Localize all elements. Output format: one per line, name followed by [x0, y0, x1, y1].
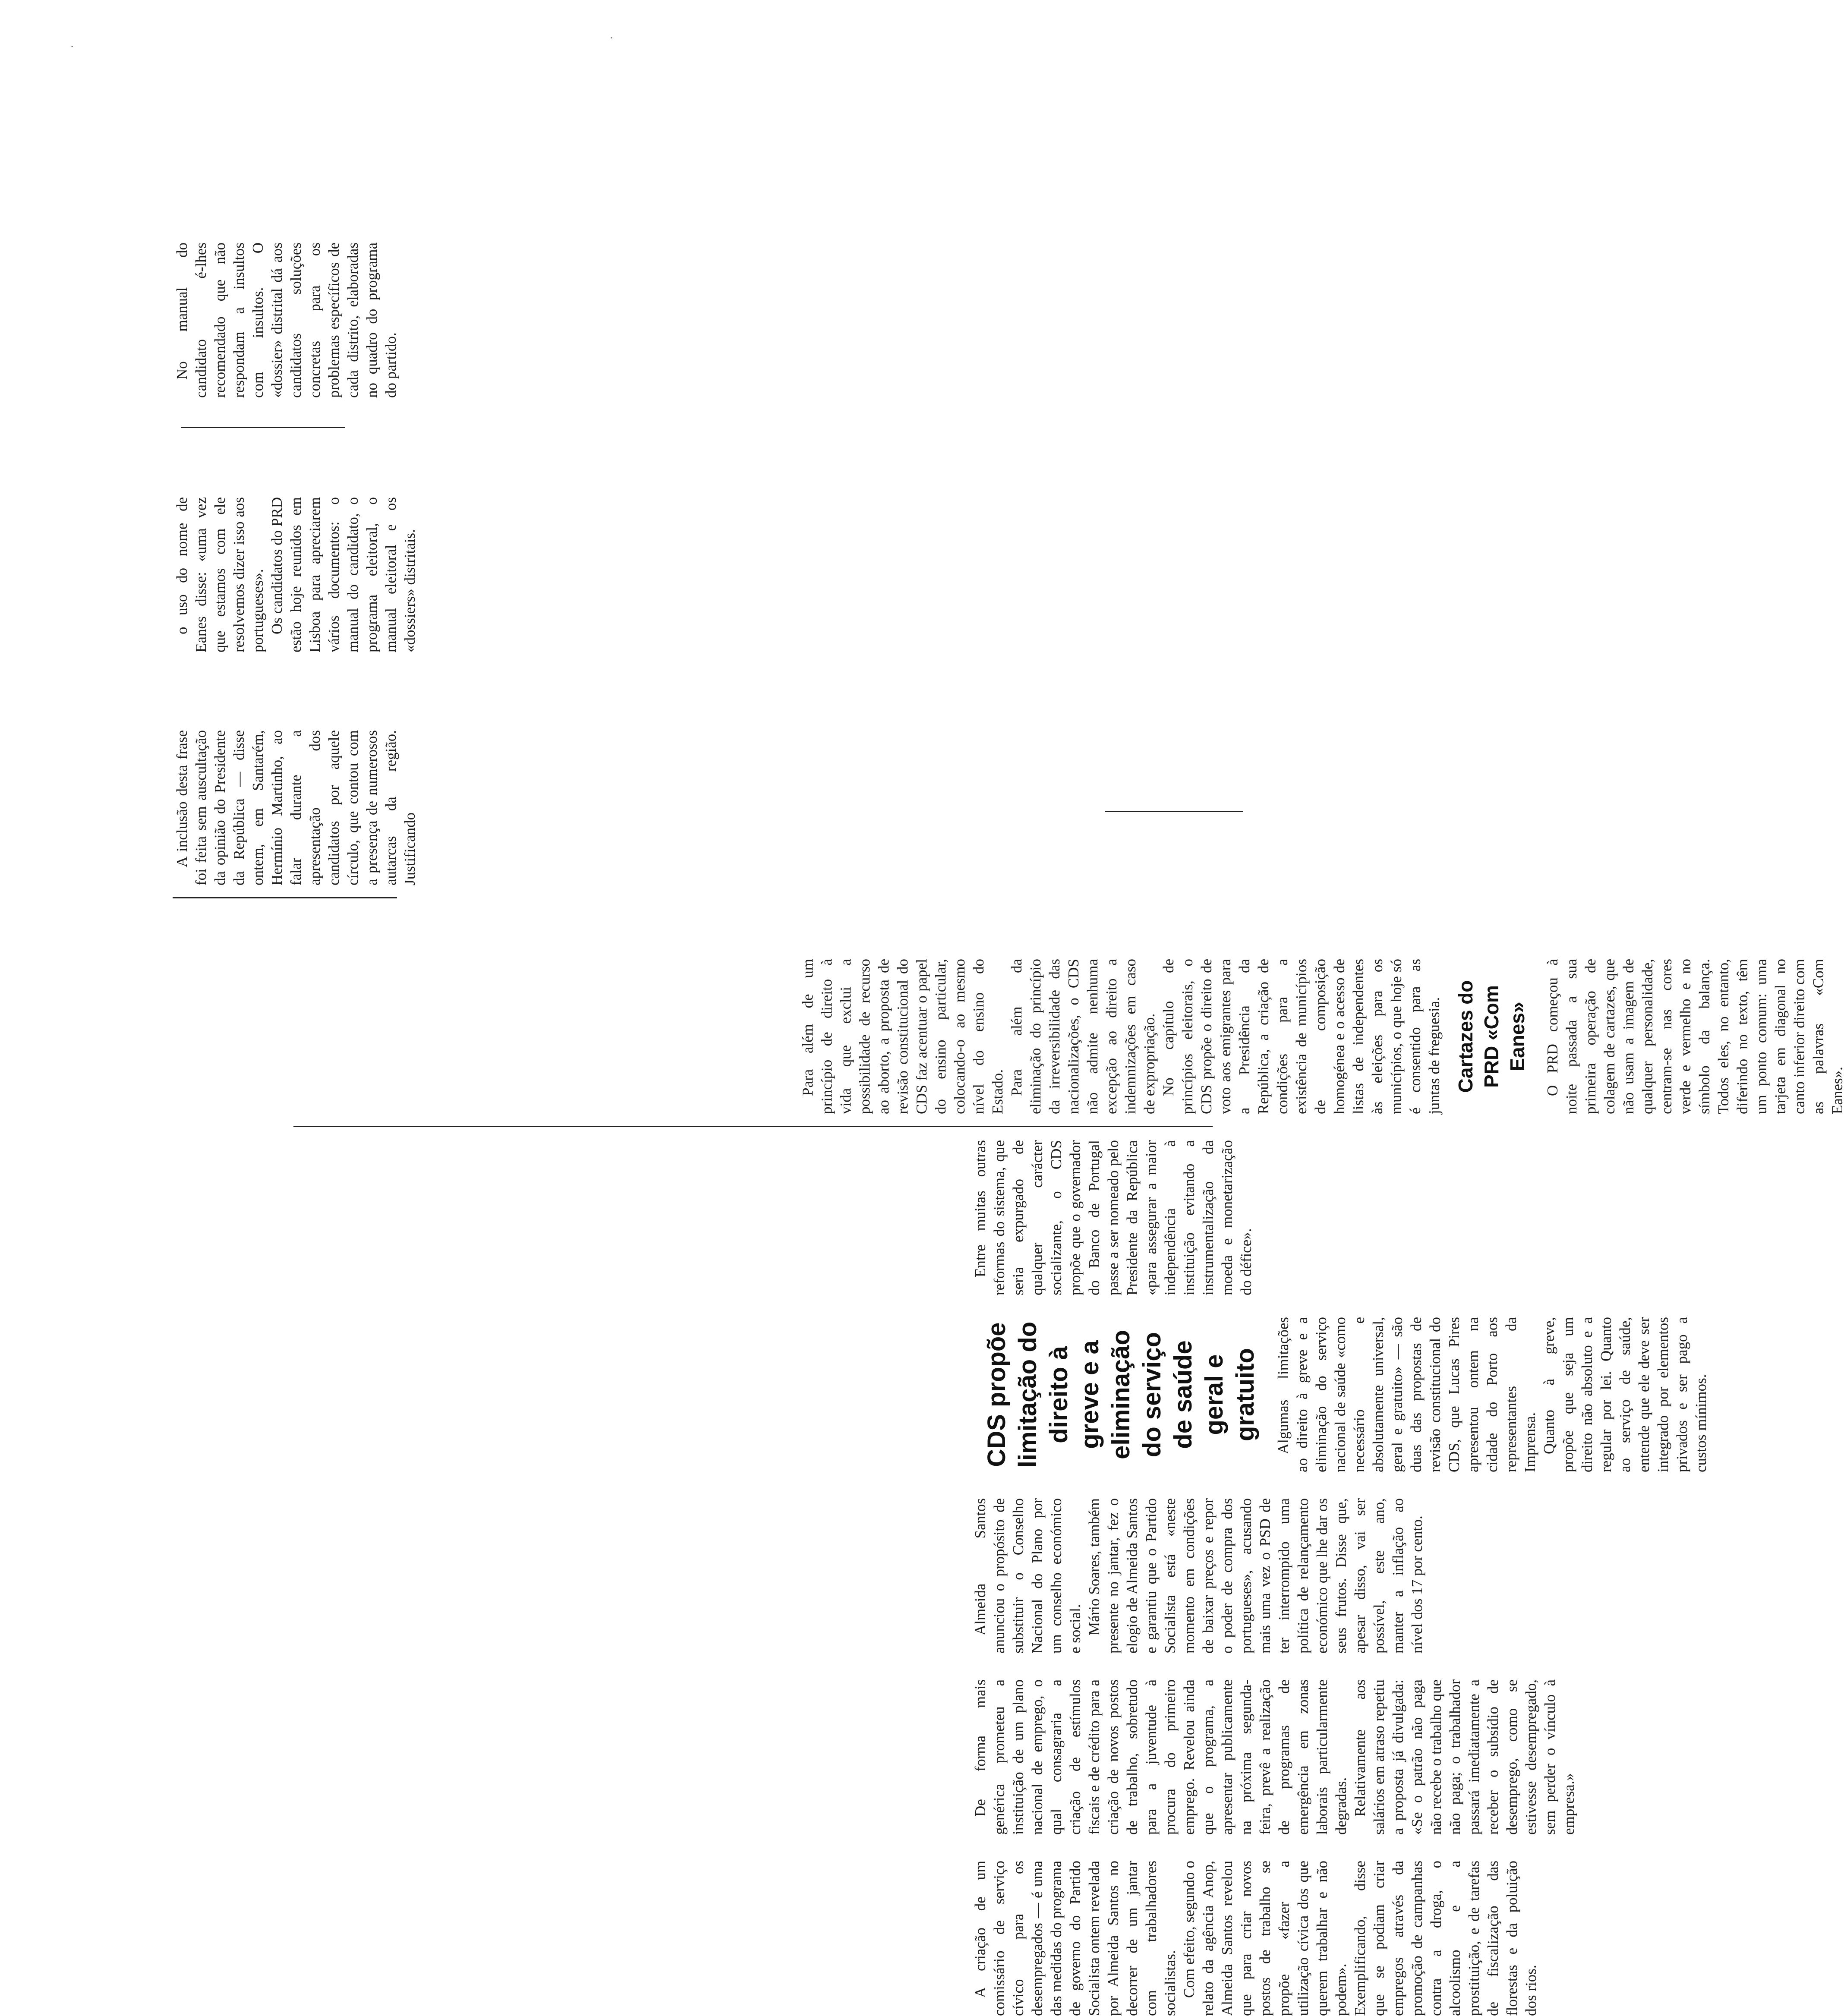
article-paragraph: Entre muitas outras reformas do sistema, que seria expurgado de qualquer carácter socializante, o CDS propõe que o governador do Banco de Portugal passe a ser nomeado pelo Presidente da República «para assegurar a maior independência à instituição evitando a instrumentalização da moeda e monetarização do défice».	[972, 1140, 1254, 1295]
article-paragraph: Com efeito, segundo o relato da agência Anop, Almeida Santos revelou que para criar novos postos de trabalho se propõe «fazer a utilização cívica dos que querem trabalhar e não podem». Exemplificando, disse que se podiam criar empregos através da promoção de campanhas contra a droga, o alcoolismo e a prostituição, e de tarefas de fiscalização das florestas e da poluição dos rios.	[1181, 1861, 1539, 2016]
article-column	[971, 1317, 1711, 1472]
article-subhead: Cartazes do PRD «Com Eanes»	[1454, 980, 1529, 1093]
article-paragraph: Os candidatos do PRD estão hoje reunidos em Lisboa para apreciarem vários documentos: o manual do candidato, o programa eleitoral, o manual eleitoral e os «dossiers» distritais.	[268, 497, 418, 652]
article-paragraph: Almeida Santos anunciou o propósito de substituir o Conselho Nacional do Plano por um conselho económico e social.	[972, 1498, 1084, 1654]
article-column	[173, 243, 400, 398]
article-paragraph: De forma mais genérica prometeu a instituição de um plano nacional de emprego, o qual consagraria a criação de estímulos fiscais e de crédito para a criação de novos postos de trabalho, sobretudo para a juventude à procura do primeiro emprego. Revelou ainda que o programa, a apresentar publicamente na próxima segunda-feira, prevê a realização de programas de emergência em zonas laborais particularmente degradas.	[972, 1679, 1349, 1835]
article-column	[971, 1861, 1541, 2016]
article-paragraph: Quanto à greve, propõe que seja um direito não absoluto e a regular por lei. Quanto ao serviço de saúde, entende que ele deve ser integrado por elementos privados e ser pago a custos mínimos.	[1541, 1317, 1709, 1472]
article-paragraph: o uso do nome de Eanes disse: «uma vez que estamos com ele resolvemos dizer isso aos portugueses».	[173, 497, 266, 652]
article-column	[173, 730, 419, 885]
column-rule	[293, 1126, 1213, 1127]
scan-noise: ·	[65, 42, 78, 48]
article-column	[971, 1679, 1579, 1835]
article-column	[971, 1498, 1427, 1654]
article-paragraph: Mário Soares, também presente no jantar, fez o elogio de Almeida Santos e garantiu que o Partido Socialista está «neste momento em condições de baixar preços e repor o poder de compra dos portugueses», acusando mais uma vez o PSD de ter interrompido uma política de relançamento económico que lhe dar os seus frutos. Disse que, apesar disso, vai ser possível, este ano, manter a inflação ao nível dos 17 por cento.	[1086, 1498, 1425, 1654]
article-block-right	[173, 35, 1846, 1114]
article-column	[173, 497, 419, 652]
scan-noise: ·	[604, 34, 617, 40]
article-paragraph: Relativamente aos salários em atraso repetiu a proposta já divulgada: «Se o patrão não paga não recebe o trabalho que não paga; o trabalhador passará imediatamente a receber o subsídio de desemprego, como se estivesse desempregado, sem perder o vínculo à empresa.»	[1352, 1679, 1577, 1835]
article-paragraph: A inclusão desta frase foi feita sem auscultação da opinião do Presidente da República — disse ontem, em Santarém, Hermínio Martinho, ao falar durante a apresentação dos candidatos por aquele círculo, que contou com a presença de numerosos autarcas da região. Justificando	[173, 730, 418, 885]
column-rule	[1105, 811, 1243, 812]
article-block-left	[971, 1140, 1709, 2016]
article-paragraph: No capítulo de princípios eleitorais, o CDS propõe o direito de voto aos emigrantes para a Presidência da República, a criação de condições para a existência de municípios de composição homogénea e o acesso de listas de independentes às eleições para os municípios, o que hoje só é consentido para as juntas de freguesia.	[1160, 959, 1443, 1114]
article-column	[971, 1140, 1256, 1295]
article-paragraph: Para além da eliminação do princípio da irreversibilidade das nacionalizações, o CDS não admite nenhuma excepção ao direito a indemnizações em caso de expropriação.	[1008, 959, 1158, 1114]
article-headline: CDS propõe limitação do direito à greve e a eliminação do serviço de saúde geral e gratuito	[983, 1321, 1259, 1468]
article-paragraph: Para além de um princípio de direito à vida que exclui a possibilidade de recurso ao aborto, a proposta de revisão constitucional do CDS faz acentuar o papel do ensino particular, colocando-o ao mesmo nível do ensino do Estado.	[799, 959, 1006, 1114]
column-rule	[181, 427, 345, 428]
article-paragraph: No manual do candidato é-lhes recomendado que não respondam a insultos com insultos. O «dossier» distrital dá aos candidatos soluções concretas para os problemas específicos de cada distrito, elaboradas no quadro do programa do partido.	[173, 243, 399, 398]
article-paragraph: O PRD começou à noite passada a sua primeira operação de colagem de cartazes, que não usam a imagem de qualquer personalidade, centram-se nas cores verde e vermelho e no símbolo da balança. Todos eles, no entanto, diferindo no texto, têm um ponto comum: uma tarjeta em diagonal no canto inferior direito com as palavras «Com Eanes».	[1544, 959, 1846, 1114]
article-paragraph: Algumas limitações ao direito à greve e a eliminação do serviço nacional de saúde «como necessário e absolutamente universal, geral e gratuito» — são duas das propostas de revisão constitucional do CDS, que Lucas Pires apresentou ontem na cidade do Porto aos representantes da Imprensa.	[1275, 1317, 1538, 1472]
article-column	[798, 959, 1847, 1114]
column-rule	[173, 897, 397, 898]
article-paragraph: A criação de um comissário de serviço cívico para os desempregados — é uma das medidas do programa de governo do Partido Socialista ontem revelada por Almeida Santos no decorrer de um jantar com trabalhadores socialistas.	[972, 1861, 1179, 2016]
